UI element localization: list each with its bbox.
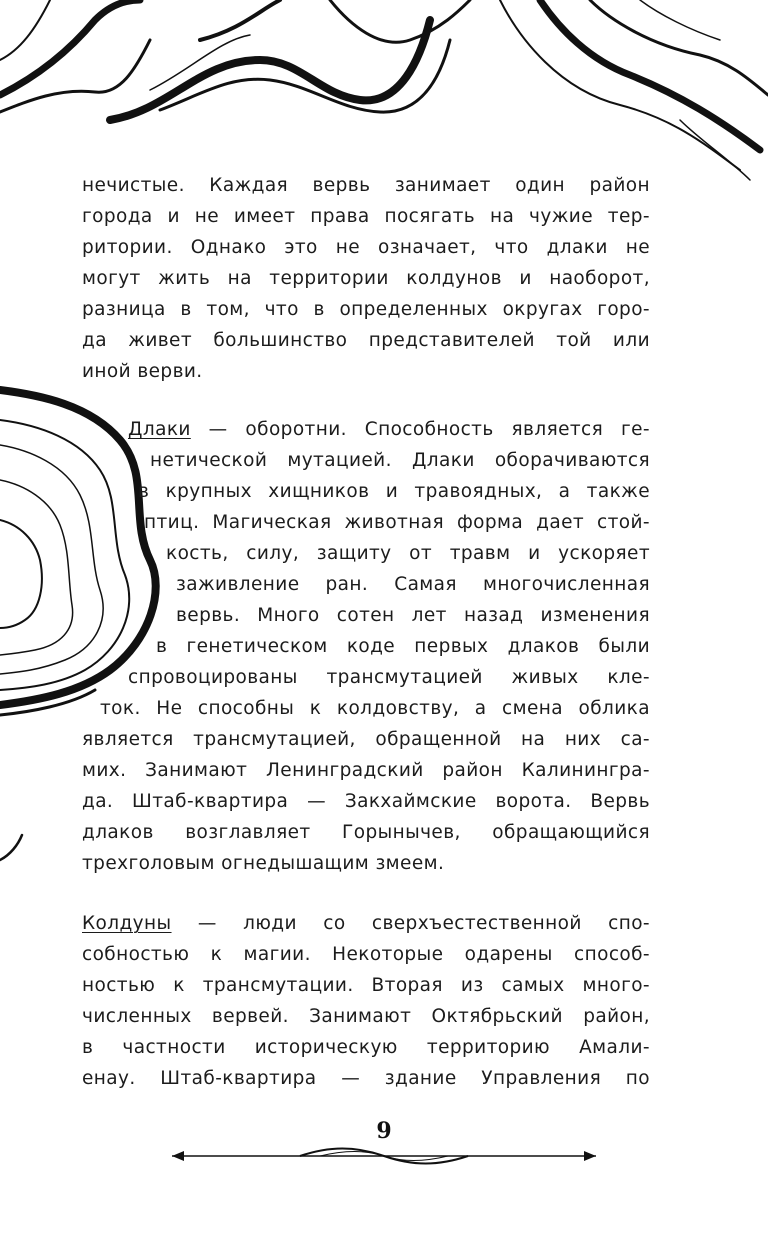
term-dlaki: Длаки — [128, 419, 191, 440]
text-line: ностью к трансмутации. Вторая из самых много- — [82, 975, 650, 996]
top-left-ink-wave — [0, 0, 140, 95]
text-line: нетической мутацией. Длаки оборачиваются — [150, 450, 650, 471]
text-line: спровоцированы трансмутацией живых кле- — [128, 667, 650, 688]
text-line: иной верви. — [82, 361, 203, 382]
text-line: птиц. Магическая животная форма дает стой- — [144, 512, 650, 533]
text-line: могут жить на территории колдунов и наоборот, — [82, 268, 650, 289]
text-line: в генетическом коде первых длаков были — [156, 636, 650, 657]
text-line: в частности историческую территорию Амали- — [82, 1037, 650, 1058]
page-number: 9 — [376, 1118, 392, 1144]
text-line: мих. Занимают Ленинградский район Калинингра- — [82, 760, 650, 781]
text-line: енау. Штаб-квартира — здание Управления по — [82, 1068, 650, 1089]
text-line: численных вервей. Занимают Октябрьский район, — [82, 1006, 650, 1027]
text-line: да живет большинство представителей той или — [82, 330, 650, 351]
dlaki-first-line: Длаки — оборотни. Способность является ге- — [128, 419, 650, 440]
text-line: в крупных хищников и травоядных, а также — [138, 481, 650, 502]
top-right-ink-wave — [540, 0, 760, 150]
kolduny-first-line: Колдуны — люди со сверхъестественной спо- — [82, 913, 650, 934]
text-line: вервь. Много сотен лет назад изменения — [176, 605, 650, 626]
left-small-flourish — [0, 835, 22, 860]
text-line: заживление ран. Самая многочисленная — [176, 574, 650, 595]
text-line: кость, силу, защиту от травм и ускоряет — [166, 543, 650, 564]
text-line: ток. Не способны к колдовству, а смена облика — [100, 698, 650, 719]
text-line: разница в том, что в определенных округах горо- — [82, 299, 650, 320]
text-line: нечистые. Каждая вервь занимает один район — [82, 175, 650, 196]
term-kolduny: Колдуны — [82, 913, 172, 934]
text-line: является трансмутацией, обращенной на них са- — [82, 729, 650, 750]
text-line: ритории. Однако это не означает, что длаки не — [82, 237, 650, 258]
text-line: города и не имеет права посягать на чужие тер- — [82, 206, 650, 227]
top-center-ink-wave — [110, 20, 430, 120]
text-line: трехголовым огнедышащим змеем. — [82, 853, 445, 874]
text-line: длаков возглавляет Горынычев, обращающийся — [82, 822, 650, 843]
page-number-ornament — [172, 1149, 596, 1164]
text-line: да. Штаб-квартира — Закхаймские ворота. Вервь — [82, 791, 650, 812]
text-line: собностью к магии. Некоторые одарены способ- — [82, 944, 650, 965]
